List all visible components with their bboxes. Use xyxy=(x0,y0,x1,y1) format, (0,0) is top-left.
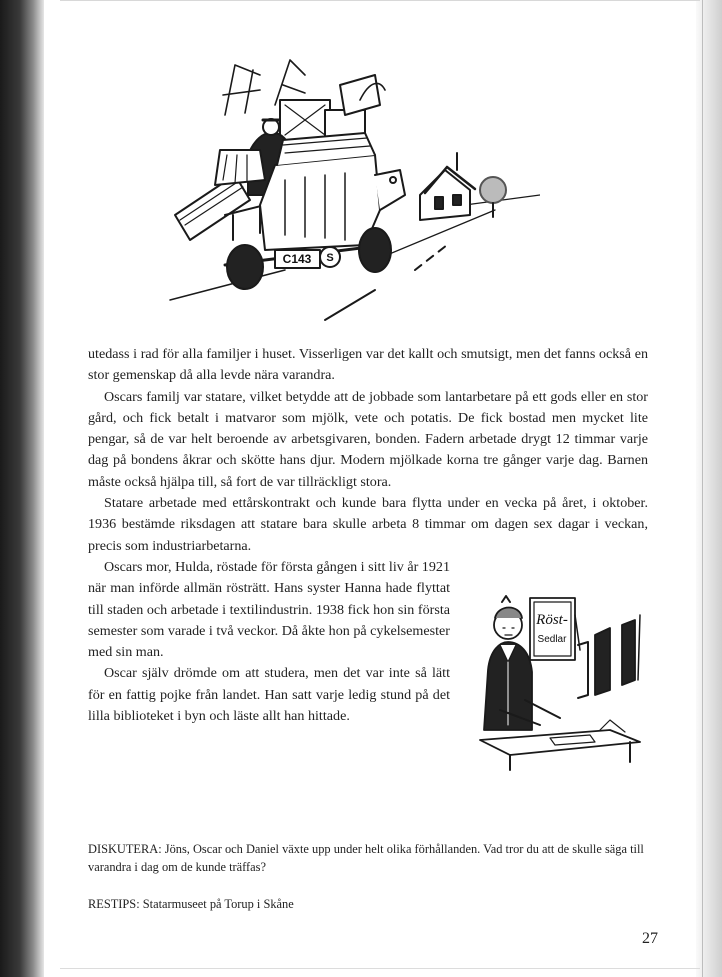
discussion-prompt: DISKUTERA: Jöns, Oscar och Daniel växte upp under helt olika förhållanden. Vad tror du att de skulle säga till varandra i dag om de kunde träffas? xyxy=(88,842,644,875)
truck-plate-text: C143 xyxy=(282,252,312,266)
page-edge xyxy=(696,0,722,977)
voting-sign-line2: Sedlar xyxy=(537,634,567,645)
paragraph-2: Oscars familj var statare, vilket betydde att de jobbade som lantarbetare på ett gods eller en stor gård, och fick betalt i matvaror som mjölk, vete och potatis. De fick bostad men mycket lite pengar, så de var helt beroende av arbetsgivaren, bonden. Fadern arbetade drygt 12 timmar varje dag på bondens åkrar och skötte hans djur. Modern mjölkade korna tre gånger varje dag. Barnen måste också hjälpa till, så fort de var tillräckligt stora. xyxy=(88,388,648,490)
bottom-edge-line xyxy=(60,968,700,969)
travel-tip: RESTIPS: Statarmuseet på Torup i Skåne xyxy=(88,897,294,911)
page-number: 27 xyxy=(642,930,658,947)
paragraph-4: Oscars mor, Hulda, röstade för första gången i sitt liv år 1921 när man införde allmän rösträtt. Hans syster Hanna hade flyttat till staden och arbetade i textilindustrin. 1938 fick hon sin första semester som varade i två veckor. Då åkte hon på cykelsemester med sin man. xyxy=(88,558,450,661)
paragraph-1: utedass i rad för alla familjer i huset. Visserligen var det kallt och smutsigt, men det fanns också en stor gemenskap då alla levde nära varandra. xyxy=(88,346,648,384)
book-spine-shadow xyxy=(0,0,44,977)
truck-plate-badge: S xyxy=(326,252,334,264)
top-edge-line xyxy=(60,0,700,1)
paragraph-3: Statare arbetade med ettårskontrakt och kunde bara flytta under en vecka på året, i oktober. 1936 bestämde riksdagen att statare bara skulle arbeta 8 timmar om dagen sex dagar i veckan, precis som industriarbetarna. xyxy=(88,495,648,554)
voting-sign-line1: Röst- xyxy=(536,612,568,628)
voting-woman-illustration xyxy=(470,590,650,780)
moving-truck-illustration xyxy=(165,45,540,325)
paragraph-5: Oscar själv drömde om att studera, men det var inte så lätt för en fattig pojke från landet. Han satt varje ledig stund på det lilla biblioteket i byn och läste allt han hittade. xyxy=(88,665,450,725)
